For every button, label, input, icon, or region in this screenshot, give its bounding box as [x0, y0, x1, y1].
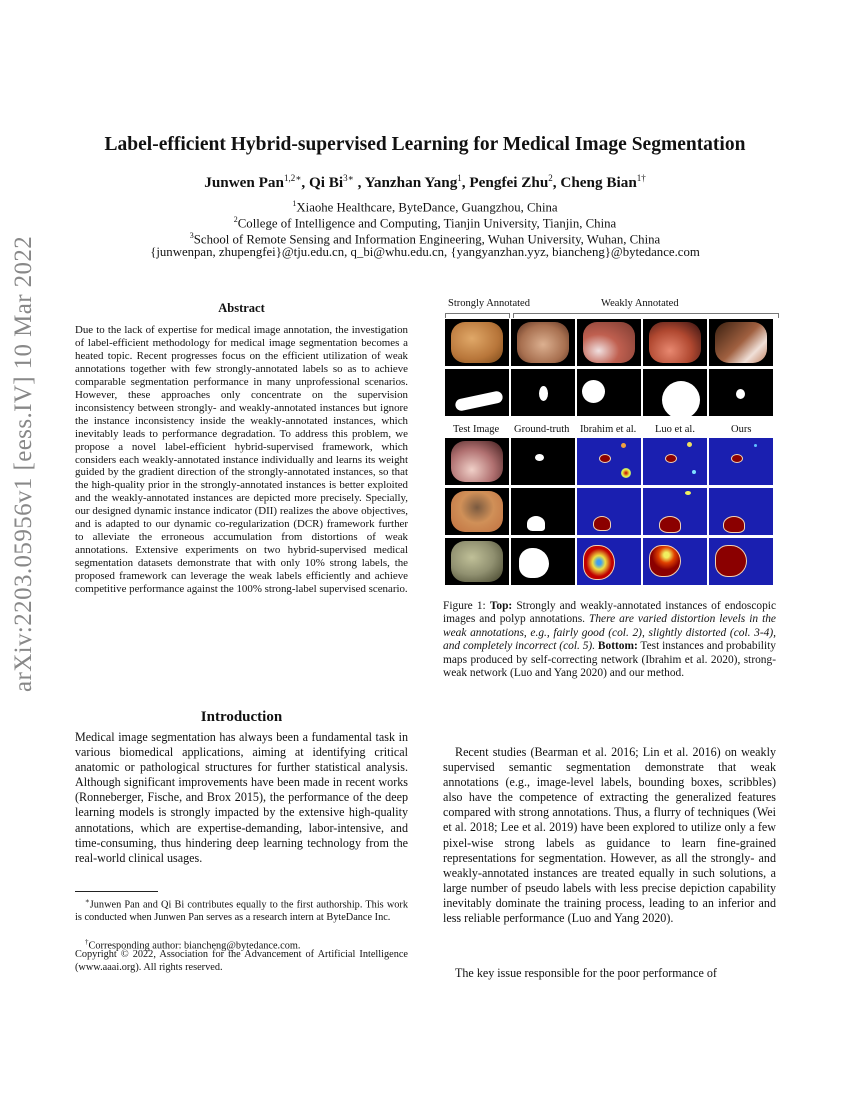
abstract-body: Due to the lack of expertise for medical image annotation, the investigation of label-efficient methodology for medical image segmentation becomes a heated topic. Recent progresses focus on the efficient utilization of weak annotations together with few strongly-annotated labels so as to achieve comparable segmentation performance in many unprofessional scenarios. However, these approaches only concentrate on the supervision inconsistency between strongly- and weakly-annotated instances but ignore the instance inconsistency inside the weakly-annotated instances, which inevitably leads to performance degradation. To address this problem, we propose a novel label-efficient hybrid-supervised framework, which considers each weakly-annotated instance individually and learns its weight guided by the gradient direction of the strongly-annotated instances, so that the high-quality prior in the strongly-annotated instances is better exploited and the weakly-annotated instances are depicted more precisely. Specially, our designed dynamic instance indicator (DII) realizes the above objectives, and is adapted to our dynamic co-regularization (DCR) framework further to alleviate the erroneous accumulation from distortions of weak annotations. Extensive experiments on two hybrid-supervised medical segmentation datasets demonstrate that with only 10% strong labels, the proposed framework can leverage the weak labels efficiently and achieve competitive performance against the 100% strong-label supervised scenario.: [75, 324, 408, 596]
author-sup: 2: [548, 173, 553, 183]
probability-map: [577, 538, 641, 585]
author-sup: 1†: [636, 173, 646, 183]
annotation-mask: [445, 369, 509, 416]
affiliation-sup: 3: [189, 231, 194, 240]
figure-1-caption: [443, 600, 776, 681]
annotation-mask: [511, 369, 575, 416]
affiliation-sup: 2: [233, 215, 238, 224]
introduction-paragraph-3: The key issue responsible for the poor performance of: [455, 966, 717, 980]
test-image: [445, 538, 509, 585]
caption-prefix: Figure 1:: [443, 600, 490, 612]
bracket-weak: [513, 313, 779, 318]
endoscopic-image: [709, 319, 773, 366]
author-sup: 1: [457, 173, 462, 183]
ground-truth-mask: [511, 538, 575, 585]
probability-map: [709, 438, 773, 485]
probability-map: [577, 488, 641, 535]
endoscopic-image: [577, 319, 641, 366]
affiliation-text: School of Remote Sensing and Information Engineering, Wuhan University, Wuhan, China: [193, 232, 661, 247]
introduction-paragraph-2: Recent studies (Bearman et al. 2016; Lin et al. 2016) on weakly supervised semantic segmentation demonstrate that weak annotations (e.g., image-level labels, bounding boxes, scribbles) also have the competence of extracting the generalized features compared with strong annotations. Thus, a flurry of techniques (Wei et al. 2018; Lee et al. 2019) have been explored to utilize only a few pixel-wise strong labels as guidance to learn fine-grained representations for segmentation. However, as all the strongly- and weakly-annotated instances are treated equally in such solutions, a large number of pseudo labels with less precise depiction capability inevitably dominate the training process, leading to an inferior and less reliable performance (Luo and Yang 2020).: [443, 745, 776, 926]
probability-map: [643, 538, 707, 585]
column-label-test-image: Test Image: [453, 424, 500, 435]
ground-truth-mask: [511, 488, 575, 535]
footnote-1: [75, 895, 408, 924]
footnote-mark: †: [85, 938, 89, 946]
author-name: Qi Bi: [308, 174, 344, 192]
figure-label-strongly-annotated: Strongly Annotated: [448, 298, 530, 309]
caption-italic-text: There are varied distortion levels in the weak annotations, e.g., fairly good (col. 2), slightly distorted (col. 3-4), and completely incorrect (col. 5).: [443, 613, 776, 653]
test-image: [445, 488, 509, 535]
probability-map: [643, 438, 707, 485]
affiliation-sup: 1: [292, 199, 297, 208]
author-name: Yanzhan Yang: [364, 174, 458, 192]
author-name: Pengfei Zhu: [469, 174, 549, 192]
paper-title: Label-efficient Hybrid-supervised Learning for Medical Image Segmentation: [104, 134, 746, 155]
arxiv-identifier: arXiv:2203.05956v1 [eess.IV] 10 Mar 2022: [10, 235, 37, 692]
endoscopic-image: [643, 319, 707, 366]
caption-bottom-label: Bottom:: [595, 640, 638, 653]
annotation-mask: [577, 369, 641, 416]
footnote-text: Junwen Pan and Qi Bi contributes equally to the first authorship. This work is conducted when Junwen Pan serves as a research intern at ByteDance Inc.: [75, 899, 408, 923]
annotation-mask: [643, 369, 707, 416]
figure-label-weakly-annotated: Weakly Annotated: [601, 298, 679, 309]
figure-1: [443, 296, 780, 596]
endoscopic-image: [511, 319, 575, 366]
author-list: Junwen Pan$^{1,2∗}$, Qi $Bi^{3∗}$ , Yanzhan Yang$^1$, Pengfei Zhu$^2$, Cheng Bian$^{1\dagger}$: [204, 173, 646, 192]
author-emails: {junwenpan, zhupengfei}@tju.edu.cn, q_bi@whu.edu.cn, {yangyanzhan.yyz, biancheng}@bytedance.com: [150, 245, 700, 259]
probability-map: [709, 488, 773, 535]
introduction-paragraph-1: Medical image segmentation has always been a fundamental task in various biomedical applications, aiming at identifying critical anatomic or pathological structures for further statistical analysis. Although significant improvements have been made in recent works (Ronneberger, Fische, and Brox 2015), the performance of the deep learning models is strongly impacted by the extensive high-quality annotations, which are expertise-demanding, labor-intensive, and time-consuming, thus hindering deep learning technology from the real-world clinical usages.: [75, 730, 408, 865]
column-label-ours: Ours: [731, 424, 752, 435]
endoscopic-image: [445, 319, 509, 366]
copyright-notice: Copyright © 2022, Association for the Advancement of Artificial Intelligence (www.aaai.org). All rights reserved.: [75, 949, 408, 973]
footnote-mark: ∗: [85, 897, 90, 905]
author-sup: 1,2∗: [283, 173, 302, 183]
caption-top-label: Top:: [489, 600, 513, 612]
author-sup: 3∗: [343, 173, 354, 183]
column-label-ground-truth: Ground-truth: [514, 424, 570, 435]
footnote-text: Corresponding author: biancheng@bytedance.com.: [88, 940, 301, 952]
test-image: [445, 438, 509, 485]
affiliation-text: Xiaohe Healthcare, ByteDance, Guangzhou, China: [296, 200, 558, 215]
author-name: Junwen Pan: [204, 174, 284, 192]
column-label-luo: Luo et al.: [655, 424, 695, 435]
caption-top-text: Strongly and weakly-annotated instances of endoscopic images and polyp annotations.: [443, 600, 777, 626]
bracket-strong: [445, 313, 510, 318]
footnote-divider: [75, 891, 158, 892]
probability-map: [577, 438, 641, 485]
abstract-heading: Abstract: [218, 301, 265, 315]
probability-map: [643, 488, 707, 535]
introduction-heading: Introduction: [200, 709, 283, 725]
column-label-ibrahim: Ibrahim et al.: [580, 424, 637, 435]
probability-map: [709, 538, 773, 585]
ground-truth-mask: [511, 438, 575, 485]
annotation-mask: [709, 369, 773, 416]
author-name: Cheng Bian: [560, 174, 637, 192]
caption-bottom-text: Test instances and probability maps produced by self-correcting network (Ibrahim et al. 2020), strong-weak network (Luo and Yang 2020) and our method.: [443, 640, 776, 680]
affiliation-text: College of Intelligence and Computing, Tianjin University, Tianjin, China: [237, 216, 617, 231]
